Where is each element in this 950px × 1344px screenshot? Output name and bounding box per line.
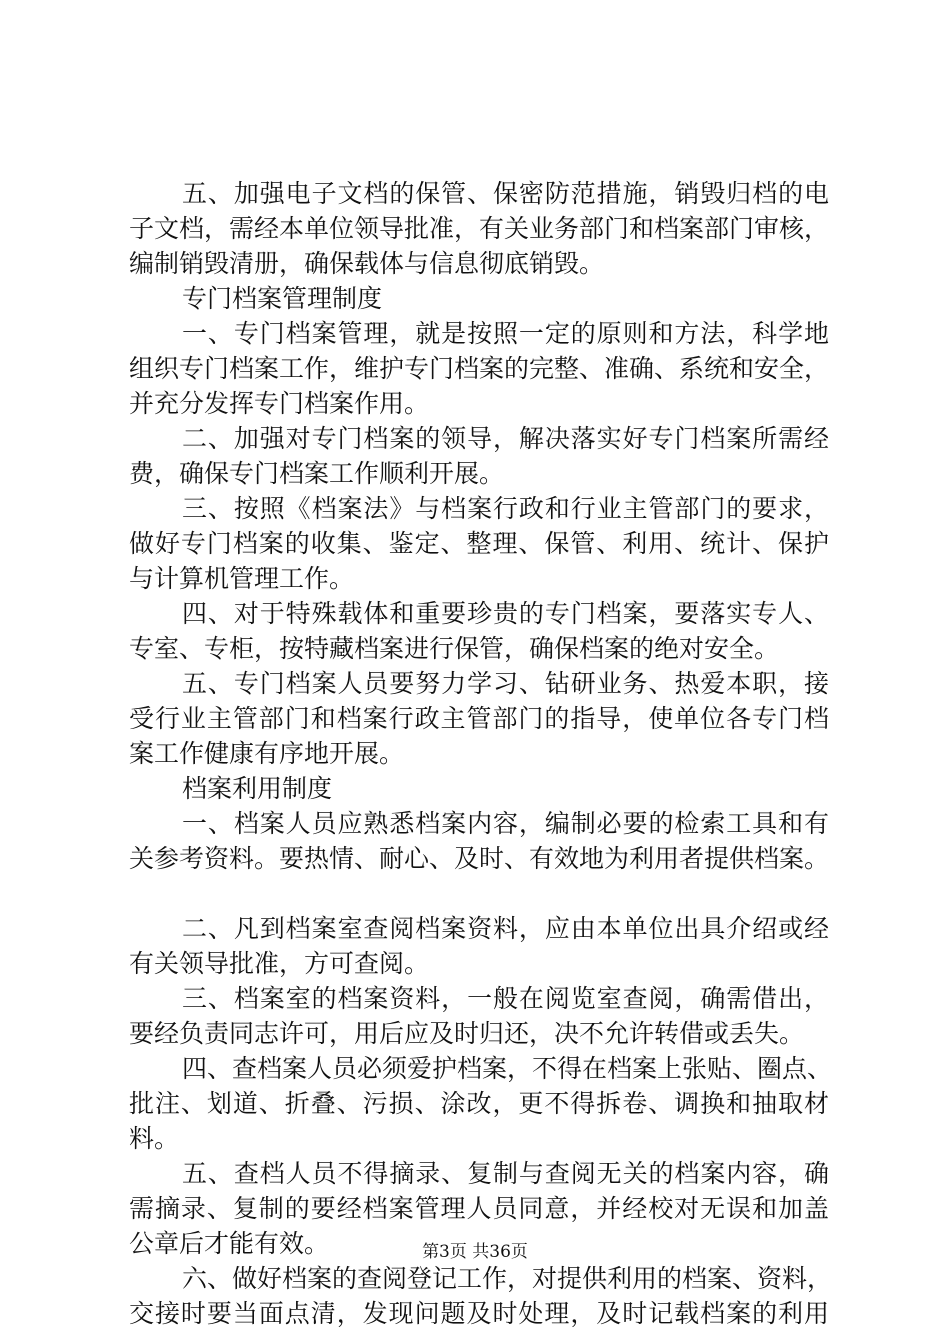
paragraph-line: 批注、划道、折叠、污损、涂改，更不得拆卷、调换和抽取材 — [129, 1089, 829, 1118]
paragraph-line: 做好专门档案的收集、鉴定、整理、保管、利用、统计、保护 — [129, 529, 829, 558]
paragraph-line: 专室、专柜，按特藏档案进行保管，确保档案的绝对安全。 — [129, 634, 780, 663]
paragraph-line: 一、专门档案管理，就是按照一定的原则和方法，科学地 — [182, 319, 829, 348]
paragraph-line: 四、对于特殊载体和重要珍贵的专门档案，要落实专人、 — [182, 599, 829, 628]
paragraph-line: 二、加强对专门档案的领导，解决落实好专门档案所需经 — [182, 424, 829, 453]
paragraph-line: 要经负责同志许可，用后应及时归还，决不允许转借或丢失。 — [129, 1019, 805, 1048]
paragraph-line: 受行业主管部门和档案行政主管部门的指导，使单位各专门档 — [129, 704, 829, 733]
paragraph-line: 二、凡到档案室查阅档案资料，应由本单位出具介绍或经 — [182, 914, 829, 943]
paragraph-line: 五、加强电子文档的保管、保密防范措施，销毁归档的电 — [182, 179, 829, 208]
paragraph-gap — [129, 876, 829, 911]
paragraph-line: 有关领导批准，方可查阅。 — [129, 949, 430, 978]
section-heading: 专门档案管理制度 — [182, 284, 383, 313]
paragraph-line: 子文档，需经本单位领导批准，有关业务部门和档案部门审核， — [129, 214, 830, 243]
paragraph-line: 料。 — [129, 1124, 180, 1153]
paragraph-line: 五、专门档案人员要努力学习、钻研业务、热爱本职，接 — [182, 669, 829, 698]
document-body — [129, 176, 833, 1331]
paragraph-line: 与计算机管理工作。 — [129, 564, 355, 593]
paragraph-line: 费，确保专门档案工作顺利开展。 — [129, 459, 505, 488]
page-number-footer: 第3页 共36页 — [422, 1242, 528, 1262]
paragraph-line: 四、查档案人员必须爱护档案，不得在档案上张贴、圈点、 — [182, 1054, 833, 1083]
paragraph-line: 一、档案人员应熟悉档案内容，编制必要的检索工具和有 — [182, 809, 829, 838]
paragraph-line: 关参考资料。要热情、耐心、及时、有效地为利用者提供档案。 — [129, 844, 830, 873]
paragraph-line: 五、查档人员不得摘录、复制与查阅无关的档案内容，确 — [182, 1159, 829, 1188]
paragraph-line: 案工作健康有序地开展。 — [129, 739, 405, 768]
paragraph-line: 编制销毁清册，确保载体与信息彻底销毁。 — [129, 249, 605, 278]
paragraph-line: 公章后才能有效。 — [129, 1229, 330, 1258]
section-heading: 档案利用制度 — [182, 774, 333, 803]
paragraph-line: 需摘录、复制的要经档案管理人员同意，并经校对无误和加盖 — [129, 1194, 829, 1223]
paragraph-line: 三、档案室的档案资料，一般在阅览室查阅，确需借出， — [182, 984, 829, 1013]
paragraph-line: 组织专门档案工作，维护专门档案的完整、准确、系统和安全， — [129, 354, 830, 383]
paragraph-line: 交接时要当面点清，发现问题及时处理，及时记载档案的利用 — [129, 1299, 829, 1328]
paragraph-line: 六、做好档案的查阅登记工作，对提供利用的档案、资料， — [182, 1264, 833, 1293]
paragraph-line: 并充分发挥专门档案作用。 — [129, 389, 430, 418]
paragraph-line: 三、按照《档案法》与档案行政和行业主管部门的要求， — [182, 494, 829, 523]
